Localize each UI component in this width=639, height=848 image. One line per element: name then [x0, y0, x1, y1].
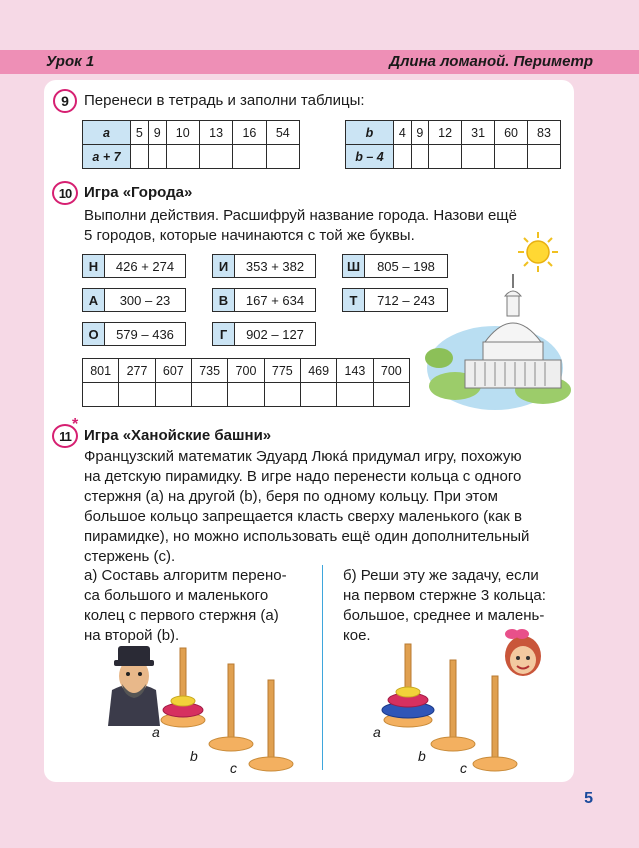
decode-number: 700 [373, 359, 409, 383]
exercise-letter: В [213, 289, 235, 311]
table-b-blank [411, 145, 429, 169]
table-a-blank [199, 145, 232, 169]
girl-illustration [498, 626, 548, 686]
table-a-row2-head: a + 7 [83, 145, 131, 169]
table-b-value: 83 [528, 121, 561, 145]
peg-label-c: c [230, 760, 237, 776]
task-10-number: 10 [52, 181, 78, 205]
peg-label-b: b [418, 748, 426, 764]
decode-number: 277 [119, 359, 155, 383]
part-b-line: большое, среднее и малень- [343, 607, 545, 624]
exercise-letter: Г [213, 323, 235, 345]
decode-blank [337, 383, 373, 407]
decode-number: 801 [83, 359, 119, 383]
exercise-expression: 353 + 382 [245, 258, 305, 274]
exercise-card [82, 288, 186, 312]
task-9-text: Перенеси в тетрадь и заполни таблицы: [84, 92, 365, 109]
table-b-value: 4 [394, 121, 412, 145]
decode-blank [191, 383, 227, 407]
exercise-card [212, 288, 316, 312]
decode-blank [373, 383, 409, 407]
table-a-blank [166, 145, 199, 169]
part-a-line: а) Составь алгоритм перено- [84, 567, 287, 584]
table-a-blank [266, 145, 299, 169]
part-b-line: б) Реши эту же задачу, если [343, 567, 539, 584]
lesson-label: Урок 1 [46, 53, 95, 70]
decode-number: 775 [264, 359, 300, 383]
table-b-row2-head: b – 4 [346, 145, 394, 169]
table-a-value: 13 [199, 121, 232, 145]
peg-label-a: a [373, 724, 381, 740]
challenge-star: * [72, 416, 79, 433]
exercise-letter: А [83, 289, 105, 311]
peg-label-a: a [152, 724, 160, 740]
table-a-blank [233, 145, 266, 169]
table-a-blank [148, 145, 166, 169]
exercise-letter: Ш [343, 255, 365, 277]
table-b-blank [394, 145, 412, 169]
exercise-expression: 167 + 634 [245, 292, 305, 308]
exercise-card [212, 254, 316, 278]
task-10-title: Игра «Города» [84, 184, 193, 201]
table-b [345, 120, 561, 169]
table-a-value: 54 [266, 121, 299, 145]
table-b-blank [495, 145, 528, 169]
part-a-line: са большого и маленького [84, 587, 269, 604]
task-11-line: стержень (c). [84, 548, 176, 565]
task-11-line: пирамидке), но можно использовать ещё один дополнительный [84, 528, 530, 545]
exercise-letter: О [83, 323, 105, 345]
table-b-value: 31 [462, 121, 495, 145]
table-a-value: 10 [166, 121, 199, 145]
task-9-number: 9 [53, 89, 77, 113]
column-divider [322, 565, 323, 770]
decode-blank [119, 383, 155, 407]
part-b-line: на первом стержне 3 кольца: [343, 587, 546, 604]
task-11-line: на детскую пирамидку. В игре надо перенести кольца с одного [84, 468, 522, 485]
part-a-line: на второй (b). [84, 627, 180, 644]
task-10-text-line-2: 5 городов, которые начинаются с той же буквы. [84, 227, 415, 244]
table-b-head: b [346, 121, 394, 145]
hanoi-towers-two-rings [150, 640, 320, 780]
task-11-title: Игра «Ханойские башни» [84, 427, 272, 444]
decode-number: 700 [228, 359, 264, 383]
decode-blank [300, 383, 336, 407]
table-b-value: 60 [495, 121, 528, 145]
part-b-line: кое. [343, 627, 371, 644]
decode-number: 607 [155, 359, 191, 383]
table-a-blank [131, 145, 149, 169]
exercise-letter: Н [83, 255, 105, 277]
task-11-line: Французский математик Эдуард Люка́ придумал игру, похожую [84, 448, 522, 465]
table-a-value: 9 [148, 121, 166, 145]
page-number: 5 [584, 790, 593, 807]
decode-number: 143 [337, 359, 373, 383]
exercise-expression: 805 – 198 [377, 258, 435, 274]
table-b-blank [462, 145, 495, 169]
decode-blank [155, 383, 191, 407]
decode-blank [264, 383, 300, 407]
decode-number: 469 [300, 359, 336, 383]
exercise-expression: 902 – 127 [246, 326, 304, 342]
table-b-value: 9 [411, 121, 429, 145]
table-b-blank [528, 145, 561, 169]
task-11-number: 11 [52, 424, 78, 448]
exercise-card [212, 322, 316, 346]
table-b-value: 12 [429, 121, 462, 145]
table-a-value: 5 [131, 121, 149, 145]
table-a-head: a [83, 121, 131, 145]
table-a [82, 120, 300, 169]
exercise-letter: И [213, 255, 235, 277]
decode-number: 735 [191, 359, 227, 383]
peg-label-c: c [460, 760, 467, 776]
decode-blank [83, 383, 119, 407]
exercise-expression: 426 + 274 [115, 258, 175, 274]
topic-title: Длина ломаной. Периметр [389, 53, 593, 70]
table-b-blank [429, 145, 462, 169]
capitol-illustration [425, 268, 573, 416]
task-11-line: стержня (a) на другой (b), беря по одному кольцу. При этом [84, 488, 498, 505]
exercise-card [82, 254, 186, 278]
table-a-value: 16 [233, 121, 266, 145]
task-11-line: большое кольцо запрещается класть сверху маленького (как в [84, 508, 523, 525]
exercise-card [82, 322, 186, 346]
exercise-expression: 579 – 436 [116, 326, 174, 342]
task-10-text-line-1: Выполни действия. Расшифруй название города. Назови ещё [84, 207, 517, 224]
part-a-line: колец с первого стержня (a) [84, 607, 279, 624]
exercise-expression: 712 – 243 [377, 292, 435, 308]
decode-blank [228, 383, 264, 407]
peg-label-b: b [190, 748, 198, 764]
exercise-expression: 300 – 23 [119, 292, 171, 308]
decode-table [82, 358, 410, 407]
exercise-letter: Т [343, 289, 365, 311]
